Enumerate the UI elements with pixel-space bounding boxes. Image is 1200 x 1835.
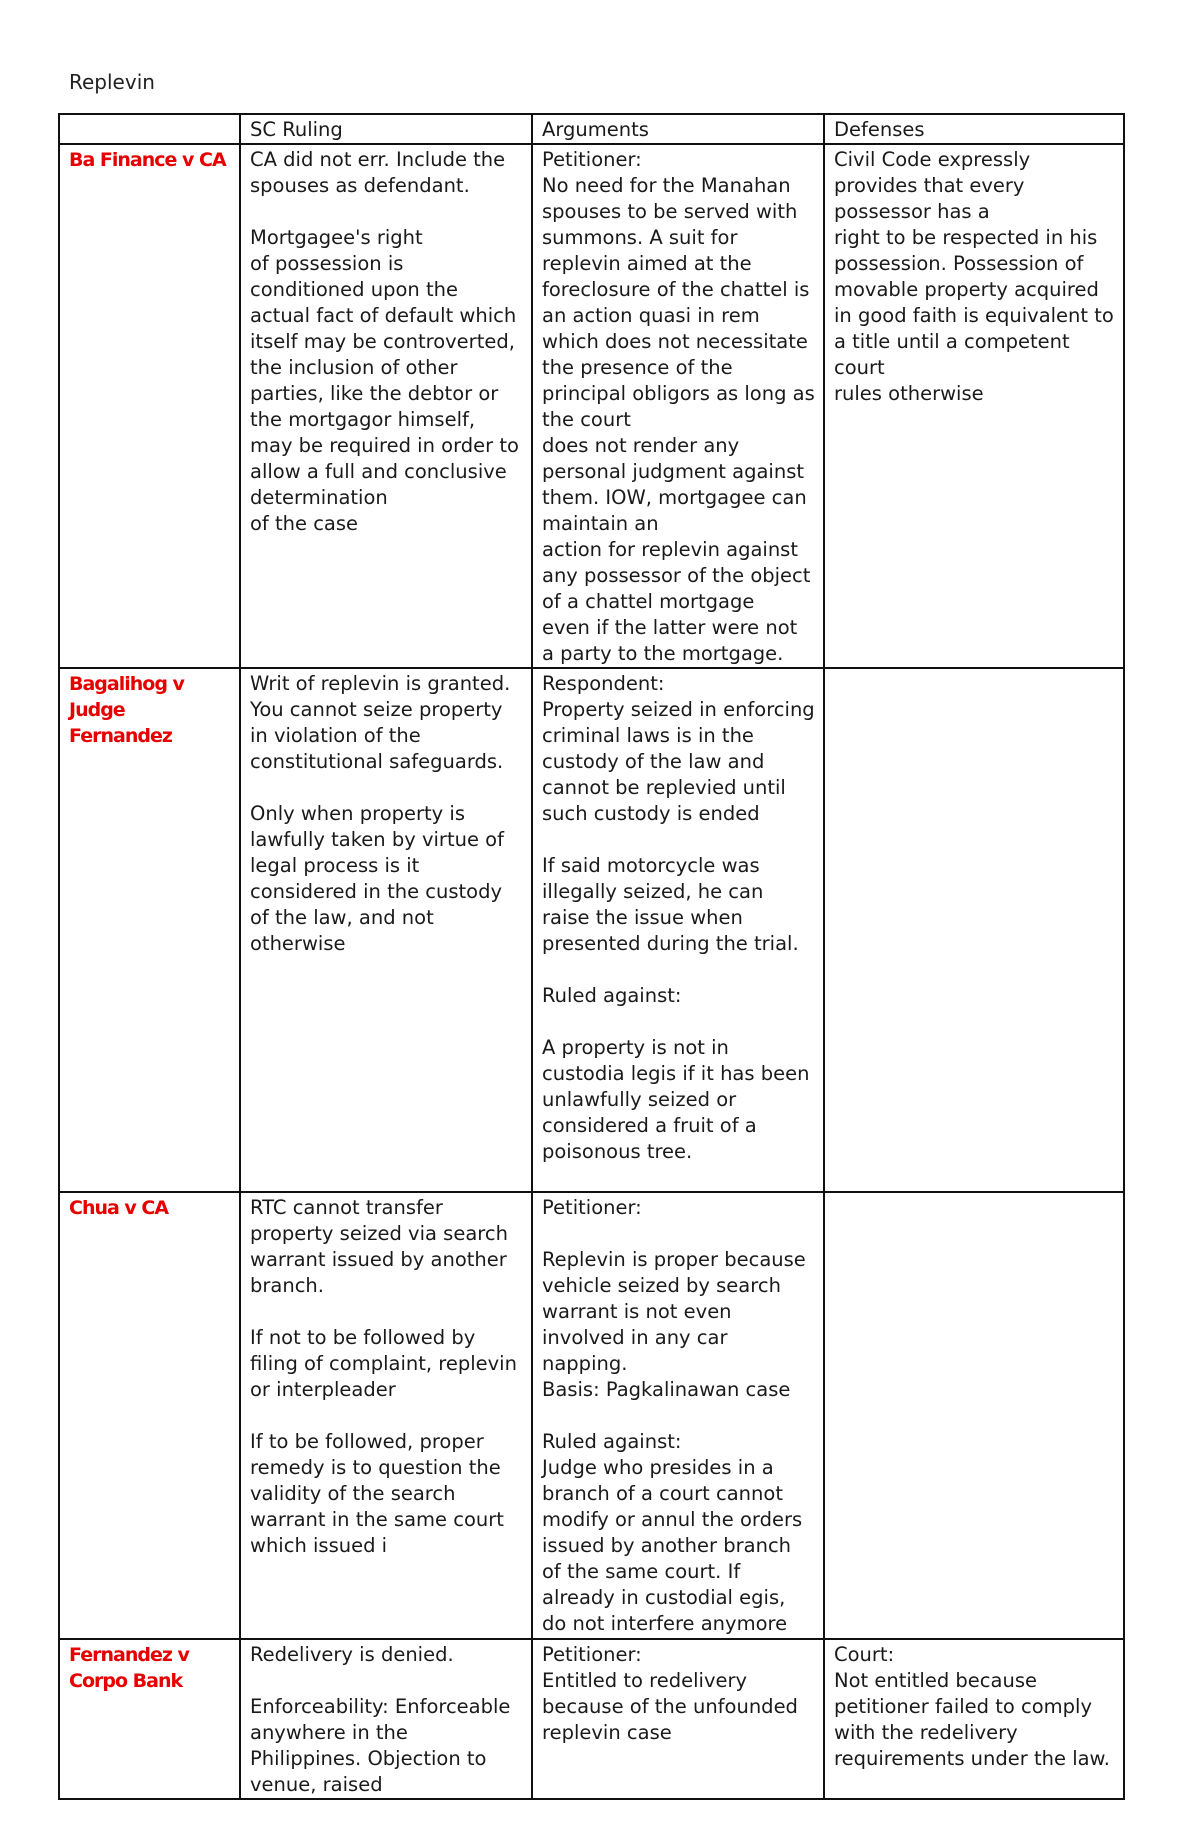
- ruling-paragraph: Redelivery is denied.: [250, 1643, 454, 1666]
- case-cell: [59, 1639, 240, 1799]
- case-name: Bagalihog v Judge Fernandez: [69, 673, 184, 747]
- ruling-paragraph: RTC cannot transfer property seized via search warrant issued by another branch.: [250, 1196, 508, 1297]
- header-defenses: Defenses: [824, 114, 1124, 144]
- arguments-cell: [532, 1192, 824, 1639]
- case-name: Ba Finance v CA: [69, 149, 226, 171]
- case-name: Chua v CA: [69, 1197, 169, 1219]
- ruling-paragraph: Writ of replevin is granted. You cannot seize property in violation of the constitutional safeguards.: [250, 672, 511, 773]
- arguments-cell: [532, 668, 824, 1192]
- arguments-cell: [532, 1639, 824, 1799]
- ruling-cell: [240, 668, 532, 1192]
- arguments-paragraph: Replevin is proper because vehicle seized by search warrant is not even involved in any car napping. Basis: Pagkalinawan case: [542, 1248, 806, 1401]
- defenses-cell: [824, 1639, 1124, 1799]
- defenses-cell: [824, 144, 1124, 668]
- header-sc-ruling: SC Ruling: [240, 114, 532, 144]
- ruling-paragraph: If to be followed, proper remedy is to question the validity of the search warrant in the same court which issued i: [250, 1430, 504, 1557]
- ruling-paragraph: CA did not err. Include the spouses as defendant.: [250, 148, 506, 197]
- table-row: [59, 1192, 1124, 1639]
- ruling-cell: [240, 1639, 532, 1799]
- document-title: Replevin: [69, 70, 155, 94]
- ruling-cell: [240, 1192, 532, 1639]
- case-name: Fernandez v Corpo Bank: [69, 1644, 189, 1692]
- arguments-paragraph: Respondent: Property seized in enforcing criminal laws is in the custody of the law and cannot be replevied until such custody is ended: [542, 672, 815, 825]
- defenses-paragraph: Civil Code expressly provides that every possessor has a right to be respected in his possession. Possession of movable property acquired in good faith is equivalent to a title until a competent court rules otherwise: [834, 148, 1114, 405]
- ruling-paragraph: Only when property is lawfully taken by virtue of legal process is it considered in the custody of the law, and not otherwise: [250, 802, 504, 955]
- case-cell: [59, 144, 240, 668]
- arguments-paragraph: Petitioner: Entitled to redelivery because of the unfounded replevin case: [542, 1643, 798, 1744]
- table-header-row: [59, 114, 1124, 144]
- arguments-cell: [532, 144, 824, 668]
- arguments-paragraph: Petitioner: No need for the Manahan spouses to be served with summons. A suit for replevin aimed at the foreclosure of the chattel is an action quasi in rem which does not necessitate the presence of the principal obligors as long as the court does not render any personal judgment against them. IOW, mortgagee can maintain an action for replevin against any possessor of the object of a chattel mortgage even if the latter were not a party to the mortgage.: [542, 148, 815, 665]
- ruling-paragraph: If not to be followed by filing of complaint, replevin or interpleader: [250, 1326, 517, 1401]
- arguments-paragraph: A property is not in custodia legis if it has been unlawfully seized or considered a fruit of a poisonous tree.: [542, 1036, 810, 1163]
- arguments-paragraph: Ruled against: Judge who presides in a branch of a court cannot modify or annul the orders issued by another branch of the same court. If already in custodial egis, do not interfere anymore: [542, 1430, 803, 1635]
- ruling-paragraph: Mortgagee's right of possession is conditioned upon the actual fact of default which itself may be controverted, the inclusion of other parties, like the debtor or the mortgagor himself, may be required in order to allow a full and conclusive determination of the case: [250, 226, 519, 535]
- case-cell: [59, 668, 240, 1192]
- table-row: [59, 144, 1124, 668]
- arguments-paragraph: If said motorcycle was illegally seized, he can raise the issue when presented during the trial.: [542, 854, 799, 955]
- ruling-paragraph: Enforceability: Enforceable anywhere in the Philippines. Objection to venue, raised: [250, 1695, 511, 1796]
- header-case: [59, 114, 240, 144]
- arguments-paragraph: Petitioner:: [542, 1196, 642, 1219]
- replevin-case-table: [58, 113, 1125, 1800]
- table-row: [59, 668, 1124, 1192]
- ruling-cell: [240, 144, 532, 668]
- case-cell: [59, 1192, 240, 1639]
- table-row: [59, 1639, 1124, 1799]
- arguments-paragraph: Ruled against:: [542, 984, 682, 1007]
- defenses-cell: [824, 1192, 1124, 1639]
- defenses-paragraph: Court: Not entitled because petitioner failed to comply with the redelivery requirements under the law.: [834, 1643, 1110, 1770]
- header-arguments: Arguments: [532, 114, 824, 144]
- defenses-cell: [824, 668, 1124, 1192]
